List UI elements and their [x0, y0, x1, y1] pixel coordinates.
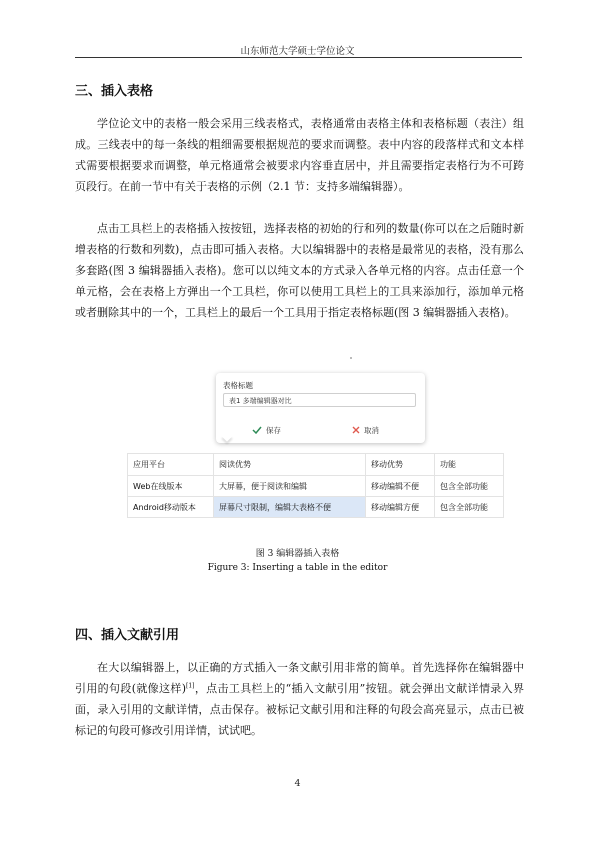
- citation-mark[interactable]: [1]: [186, 682, 195, 690]
- caption-input[interactable]: 表1 多端编辑器对比: [223, 393, 416, 407]
- page-number: 4: [294, 778, 301, 789]
- table-cell[interactable]: Android移动版本: [128, 497, 214, 518]
- section-3-title: 三、插入表格: [75, 84, 154, 99]
- header-rule: [75, 57, 522, 58]
- section-4-title: 四、插入文献引用: [75, 628, 180, 643]
- table-header-cell[interactable]: 应用平台: [128, 454, 214, 476]
- paragraph-text: 在大以编辑器上，以正确的方式插入一条文献引用非常的简单。首先选择你在编辑器中引用的句段(就像这样): [75, 661, 524, 695]
- paragraph-text: ，点击工具栏上的“插入文献引用”按钮。就会弹出文献详情录入界面，录入引用的文献详情，点击保存。被标记文献引用和注释的句段会高亮显示，点击已被标记的句段可修改引用详情，试试吧。: [75, 682, 524, 737]
- table-row: [128, 497, 504, 518]
- save-label: 保存: [266, 426, 281, 435]
- table-caption-popup: [216, 373, 425, 443]
- editor-figure: [127, 366, 503, 526]
- close-icon: [352, 426, 360, 436]
- save-button[interactable]: [252, 425, 281, 436]
- table-cell[interactable]: 包含全部功能: [435, 476, 504, 497]
- figure-dot: [350, 357, 352, 359]
- table-cell[interactable]: Web在线版本: [128, 476, 214, 497]
- table-row: [128, 476, 504, 497]
- table-cell-selected[interactable]: 屏幕尺寸限制，编辑大表格不便: [214, 497, 366, 518]
- table-cell[interactable]: 移动编辑方便: [366, 497, 435, 518]
- cancel-button[interactable]: [352, 425, 379, 436]
- table-header-cell[interactable]: 移动优势: [366, 454, 435, 476]
- table-cell[interactable]: 包含全部功能: [435, 497, 504, 518]
- table-header-cell[interactable]: 功能: [435, 454, 504, 476]
- demo-table: [127, 453, 504, 518]
- table-cell[interactable]: 移动编辑不便: [366, 476, 435, 497]
- running-head: 山东师范大学硕士学位论文: [240, 46, 355, 57]
- section-4-paragraph: [75, 657, 524, 741]
- check-icon: [252, 426, 262, 436]
- figure-caption-en: Figure 3: Inserting a table in the editor: [207, 563, 388, 573]
- table-header-row: [128, 454, 504, 476]
- table-cell[interactable]: 大屏幕，便于阅读和编辑: [214, 476, 366, 497]
- section-3-paragraph-2: 点击工具栏上的表格插入按按钮，选择表格的初始的行和列的数量(你可以在之后随时新增表格的行数和列数)，点击即可插入表格。大以编辑器中的表格是最常见的表格，没有那么多套路(图 3 编辑器插入表格)。您可以以纯文本的方式录入各单元格的内容。点击任意一个单元格，会在表格上方弹出一个工具栏，你可以使用工具栏上的工具来添加行，添加单元格或者删除其中的一个，工具栏上的最后一个工具用于指定表格标题(图 3 编辑器插入表格)。: [75, 222, 524, 319]
- figure-caption-cn: 图 3 编辑器插入表格: [255, 549, 340, 559]
- table-header-cell[interactable]: 阅读优势: [214, 454, 366, 476]
- section-3-paragraph-1: 学位论文中的表格一般会采用三线表格式，表格通常由表格主体和表格标题（表注）组成。三线表中的每一条线的粗细需要根据规范的要求而调整。表中内容的段落样式和文本样式需要根据要求而调整，单元格通常会被要求内容垂直居中，并且需要指定表格行为不可跨页段行。在前一节中有关于表格的示例（2.1 节：支持多端编辑器）。: [75, 117, 524, 193]
- popup-label: 表格标题: [223, 381, 253, 390]
- cancel-label: 取消: [364, 426, 379, 435]
